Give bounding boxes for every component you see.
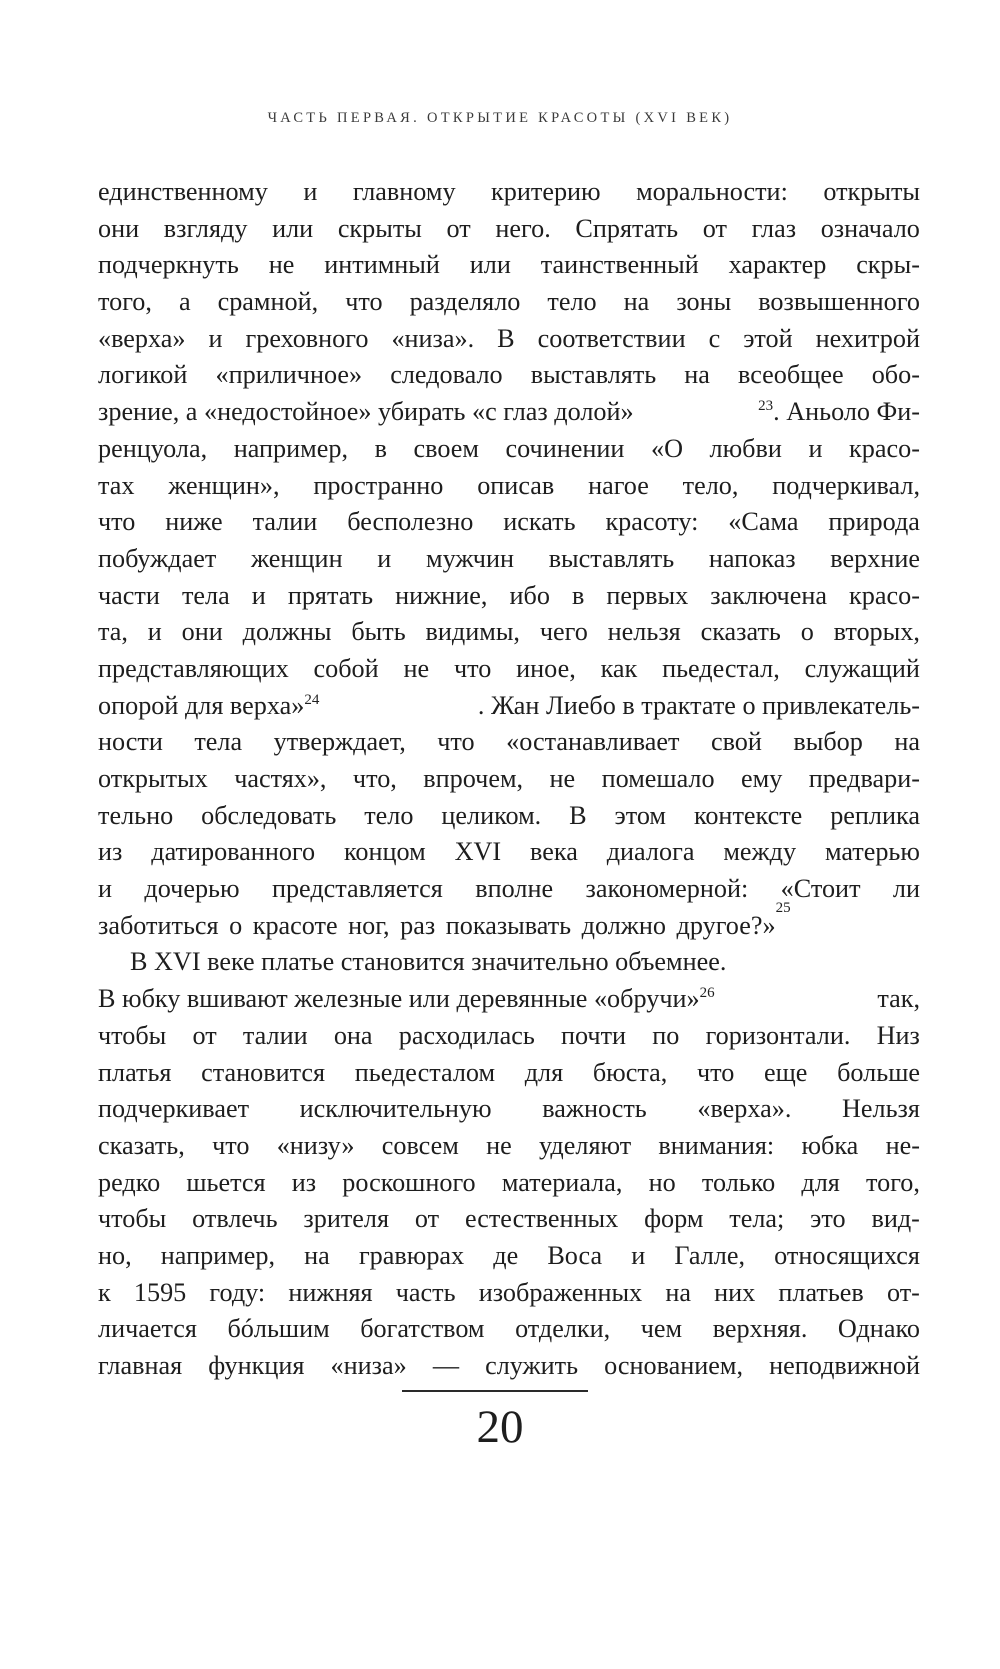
text-line bbox=[98, 981, 920, 1018]
text-line: платья становится пьедесталом для бюста, что еще больше bbox=[98, 1057, 920, 1087]
text-line: что ниже талии бесполезно искать красоту: «Сама природа bbox=[98, 507, 920, 537]
running-head: ЧАСТЬ ПЕРВАЯ. ОТКРЫТИЕ КРАСОТЫ (XVI ВЕК) bbox=[267, 110, 733, 126]
text-line: логикой «приличное» следовало выставлять на всеобщее обо- bbox=[98, 360, 920, 390]
text-line: главная функция «низа» — служить основанием, неподвижной bbox=[98, 1351, 920, 1380]
text-segment: . Аньоло Фи- bbox=[773, 397, 920, 427]
text-line: единственному и главному критерию моральности: открыты bbox=[98, 177, 920, 206]
text-line: подчеркивает исключительную важность «верха». Нельзя bbox=[98, 1094, 920, 1124]
text-segment: зрение, а «недостойное» убирать «с глаз долой» bbox=[98, 397, 634, 427]
text-line: редко шьется из роскошного материала, но только для того, bbox=[98, 1167, 920, 1197]
text-segment: так, bbox=[870, 984, 920, 1014]
text-line: побуждает женщин и мужчин выставлять напоказ верхние bbox=[98, 543, 920, 573]
text-line: они взгляду или скрыты от него. Спрятать от глаз означало bbox=[98, 213, 920, 243]
footnote-ref-26: 26 bbox=[699, 985, 715, 1002]
text-line: части тела и прятать нижние, ибо в первых заключена красо- bbox=[98, 580, 920, 610]
text-segment: . Жан Лиебо в трактате о привлекатель- bbox=[477, 690, 920, 720]
text-line: ности тела утверждает, что «останавливает свой выбор на bbox=[98, 727, 920, 757]
text-line: тах женщин», пространно описав нагое тело, подчеркивал, bbox=[98, 470, 920, 500]
text-line: того, а срамной, что разделяло тело на зоны возвышенного bbox=[98, 287, 920, 317]
text-segment: опорой для верха» bbox=[98, 690, 305, 720]
text-line: из датированного концом XVI века диалога между матерью bbox=[98, 837, 920, 867]
footnote-ref-24: 24 bbox=[304, 691, 320, 708]
text-segment: В юбку вшивают железные или деревянные «обручи» bbox=[98, 984, 700, 1014]
text-line: к 1595 году: нижняя часть изображенных на них платьев от- bbox=[98, 1277, 920, 1307]
text-line bbox=[98, 394, 920, 431]
text-line: и дочерью представляется вполне закономерной: «Стоит ли bbox=[98, 874, 920, 904]
text-line: та, и они должны быть видимы, чего нельзя сказать о вторых, bbox=[98, 617, 920, 647]
text-line: подчеркнуть не интимный или таинственный характер скры- bbox=[98, 250, 920, 280]
text-segment: заботиться о красоте ног, раз показывать должно другое?» bbox=[98, 910, 776, 940]
page-number-rule bbox=[402, 1390, 588, 1392]
text-line: представляющих собой не что иное, как пьедестал, служащий bbox=[98, 653, 920, 683]
text-line: В XVI веке платье становится значительно объемнее. bbox=[130, 947, 727, 977]
text-line: открытых частях», что, впрочем, не помешало ему предвари- bbox=[98, 764, 920, 793]
text-line: тельно обследовать тело целиком. В этом контексте реплика bbox=[98, 800, 920, 830]
footnote-ref-23: 23 bbox=[758, 398, 774, 415]
text-line: чтобы отвлечь зрителя от естественных форм тела; это вид- bbox=[98, 1204, 920, 1234]
page-number: 20 bbox=[476, 1401, 524, 1453]
text-line: чтобы от талии она расходилась почти по горизонтали. Низ bbox=[98, 1020, 920, 1050]
text-line: сказать, что «низу» совсем не уделяют внимания: юбка не- bbox=[98, 1130, 920, 1160]
footnote-ref-25: 25 bbox=[775, 899, 791, 916]
text-line bbox=[98, 688, 920, 725]
text-line: ренцуола, например, в своем сочинении «О любви и красо- bbox=[98, 433, 920, 463]
text-line bbox=[98, 899, 920, 945]
text-line: «верха» и греховного «низа». В соответствии с этой нехитрой bbox=[98, 323, 920, 353]
text-line: личается бóльшим богатством отделки, чем верхняя. Однако bbox=[98, 1314, 920, 1344]
body-text bbox=[98, 174, 920, 1385]
text-line: но, например, на гравюрах де Воса и Галле, относящихся bbox=[98, 1240, 920, 1270]
